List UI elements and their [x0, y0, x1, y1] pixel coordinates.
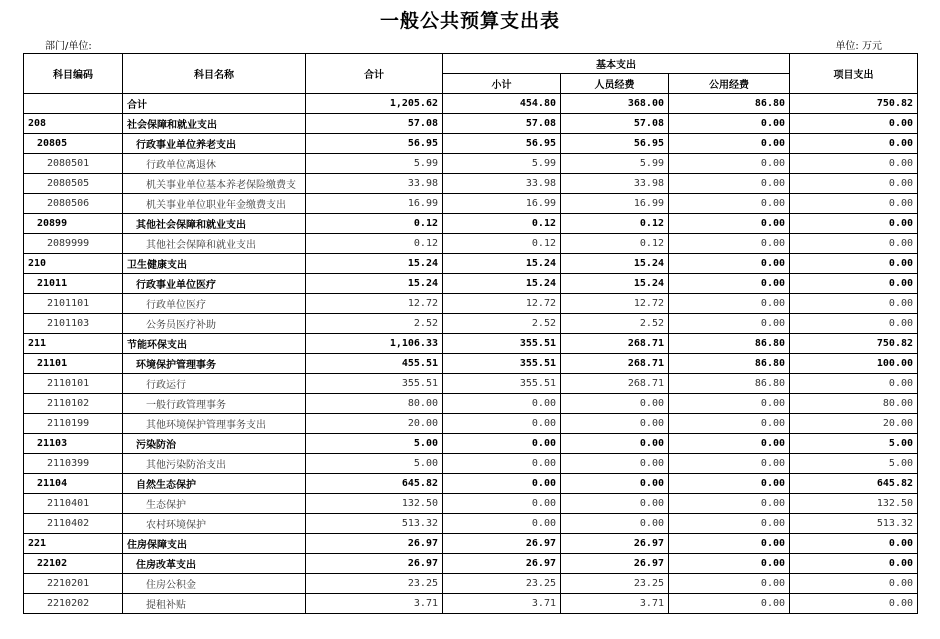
cell-project: 0.00 [790, 254, 918, 274]
cell-subtotal: 5.99 [443, 154, 561, 174]
table-row [24, 134, 918, 154]
cell-code: 21101 [24, 354, 123, 374]
cell-public: 86.80 [669, 94, 790, 114]
cell-name: 其他污染防治支出 [123, 454, 306, 474]
cell-public: 0.00 [669, 534, 790, 554]
cell-personnel: 368.00 [561, 94, 669, 114]
cell-name: 住房公积金 [123, 574, 306, 594]
cell-public: 0.00 [669, 314, 790, 334]
table-row [24, 174, 918, 194]
cell-subtotal: 0.00 [443, 454, 561, 474]
cell-public: 0.00 [669, 514, 790, 534]
cell-total: 2.52 [306, 314, 443, 334]
cell-public: 86.80 [669, 354, 790, 374]
cell-subtotal: 57.08 [443, 114, 561, 134]
cell-personnel: 0.00 [561, 454, 669, 474]
cell-code: 208 [24, 114, 123, 134]
cell-public: 0.00 [669, 134, 790, 154]
cell-name: 住房改革支出 [123, 554, 306, 574]
table-row [24, 354, 918, 374]
cell-total: 20.00 [306, 414, 443, 434]
cell-total: 355.51 [306, 374, 443, 394]
cell-name: 其他社会保障和就业支出 [123, 214, 306, 234]
cell-project: 132.50 [790, 494, 918, 514]
cell-code: 2080505 [24, 174, 123, 194]
cell-code: 2110402 [24, 514, 123, 534]
cell-personnel: 57.08 [561, 114, 669, 134]
cell-total: 513.32 [306, 514, 443, 534]
cell-personnel: 0.00 [561, 394, 669, 414]
table-row [24, 154, 918, 174]
cell-subtotal: 12.72 [443, 294, 561, 314]
cell-code: 221 [24, 534, 123, 554]
cell-total: 26.97 [306, 554, 443, 574]
cell-personnel: 15.24 [561, 274, 669, 294]
cell-name: 行政单位离退休 [123, 154, 306, 174]
cell-code: 22102 [24, 554, 123, 574]
table-row [24, 194, 918, 214]
table-row [24, 454, 918, 474]
cell-subtotal: 0.00 [443, 394, 561, 414]
cell-personnel: 56.95 [561, 134, 669, 154]
cell-total: 1,106.33 [306, 334, 443, 354]
cell-public: 0.00 [669, 594, 790, 614]
cell-total: 80.00 [306, 394, 443, 414]
cell-code: 2110401 [24, 494, 123, 514]
cell-total: 15.24 [306, 274, 443, 294]
cell-project: 80.00 [790, 394, 918, 414]
table-row [24, 254, 918, 274]
cell-code: 2110101 [24, 374, 123, 394]
cell-public: 86.80 [669, 374, 790, 394]
cell-public: 0.00 [669, 474, 790, 494]
cell-project: 0.00 [790, 314, 918, 334]
cell-project: 0.00 [790, 594, 918, 614]
cell-personnel: 0.00 [561, 514, 669, 534]
cell-total: 1,205.62 [306, 94, 443, 114]
cell-name: 节能环保支出 [123, 334, 306, 354]
cell-code: 2110102 [24, 394, 123, 414]
cell-subtotal: 26.97 [443, 554, 561, 574]
cell-total: 26.97 [306, 534, 443, 554]
cell-subtotal: 355.51 [443, 334, 561, 354]
unit-label: 单位: 万元 [835, 41, 882, 52]
cell-project: 20.00 [790, 414, 918, 434]
cell-personnel: 268.71 [561, 334, 669, 354]
table-row [24, 314, 918, 334]
cell-total: 132.50 [306, 494, 443, 514]
header-basic: 基本支出 [443, 54, 790, 74]
cell-project: 0.00 [790, 194, 918, 214]
cell-name: 一般行政管理事务 [123, 394, 306, 414]
cell-project: 750.82 [790, 334, 918, 354]
cell-total: 12.72 [306, 294, 443, 314]
cell-subtotal: 33.98 [443, 174, 561, 194]
cell-project: 0.00 [790, 274, 918, 294]
cell-name: 行政事业单位医疗 [123, 274, 306, 294]
cell-subtotal: 23.25 [443, 574, 561, 594]
cell-name: 行政事业单位养老支出 [123, 134, 306, 154]
cell-code: 2101101 [24, 294, 123, 314]
cell-project: 0.00 [790, 234, 918, 254]
cell-name: 机关事业单位职业年金缴费支出 [123, 194, 306, 214]
cell-subtotal: 0.00 [443, 514, 561, 534]
cell-name: 其他环境保护管理事务支出 [123, 414, 306, 434]
cell-name: 卫生健康支出 [123, 254, 306, 274]
cell-public: 0.00 [669, 254, 790, 274]
cell-public: 0.00 [669, 234, 790, 254]
cell-project: 513.32 [790, 514, 918, 534]
table-row [24, 494, 918, 514]
table-row [24, 294, 918, 314]
cell-project: 0.00 [790, 174, 918, 194]
cell-subtotal: 16.99 [443, 194, 561, 214]
cell-total: 33.98 [306, 174, 443, 194]
cell-name: 住房保障支出 [123, 534, 306, 554]
header-name: 科目名称 [123, 54, 306, 94]
cell-personnel: 15.24 [561, 254, 669, 274]
cell-name: 合计 [123, 94, 306, 114]
cell-project: 0.00 [790, 374, 918, 394]
cell-code: 2080506 [24, 194, 123, 214]
department-label: 部门/单位: [45, 41, 92, 52]
cell-public: 0.00 [669, 434, 790, 454]
cell-total: 57.08 [306, 114, 443, 134]
cell-subtotal: 0.00 [443, 414, 561, 434]
cell-code: 20899 [24, 214, 123, 234]
table-row [24, 394, 918, 414]
cell-total: 455.51 [306, 354, 443, 374]
cell-total: 645.82 [306, 474, 443, 494]
cell-project: 0.00 [790, 574, 918, 594]
cell-personnel: 0.00 [561, 434, 669, 454]
table-row [24, 114, 918, 134]
cell-public: 0.00 [669, 114, 790, 134]
cell-subtotal: 0.00 [443, 434, 561, 454]
header-public: 公用经费 [669, 74, 790, 94]
cell-total: 23.25 [306, 574, 443, 594]
cell-project: 645.82 [790, 474, 918, 494]
cell-personnel: 0.00 [561, 494, 669, 514]
cell-public: 0.00 [669, 454, 790, 474]
table-row [24, 334, 918, 354]
table-row [24, 374, 918, 394]
cell-name: 自然生态保护 [123, 474, 306, 494]
table-row [24, 274, 918, 294]
cell-personnel: 5.99 [561, 154, 669, 174]
cell-name: 农村环境保护 [123, 514, 306, 534]
header-code: 科目编码 [24, 54, 123, 94]
cell-public: 0.00 [669, 154, 790, 174]
cell-name: 机关事业单位基本养老保险缴费支 [123, 174, 306, 194]
cell-public: 0.00 [669, 394, 790, 414]
cell-total: 0.12 [306, 234, 443, 254]
cell-total: 5.00 [306, 454, 443, 474]
cell-code: 21011 [24, 274, 123, 294]
cell-name: 行政单位医疗 [123, 294, 306, 314]
cell-total: 56.95 [306, 134, 443, 154]
table-body [24, 94, 918, 614]
cell-code: 211 [24, 334, 123, 354]
table-row [24, 554, 918, 574]
cell-subtotal: 355.51 [443, 374, 561, 394]
table-row [24, 474, 918, 494]
cell-code: 2110399 [24, 454, 123, 474]
header-personnel: 人员经费 [561, 74, 669, 94]
header-subtotal: 小计 [443, 74, 561, 94]
cell-personnel: 26.97 [561, 554, 669, 574]
cell-subtotal: 454.80 [443, 94, 561, 114]
cell-personnel: 268.71 [561, 374, 669, 394]
table-row [24, 514, 918, 534]
cell-name: 提租补贴 [123, 594, 306, 614]
cell-code [24, 94, 123, 114]
cell-name: 其他社会保障和就业支出 [123, 234, 306, 254]
cell-subtotal: 56.95 [443, 134, 561, 154]
cell-subtotal: 2.52 [443, 314, 561, 334]
cell-code: 2101103 [24, 314, 123, 334]
cell-name: 生态保护 [123, 494, 306, 514]
page-title: 一般公共预算支出表 [379, 10, 560, 32]
table-row [24, 534, 918, 554]
cell-project: 0.00 [790, 554, 918, 574]
cell-name: 社会保障和就业支出 [123, 114, 306, 134]
cell-name: 公务员医疗补助 [123, 314, 306, 334]
cell-project: 0.00 [790, 154, 918, 174]
cell-total: 5.00 [306, 434, 443, 454]
cell-code: 2110199 [24, 414, 123, 434]
cell-subtotal: 26.97 [443, 534, 561, 554]
cell-project: 0.00 [790, 294, 918, 314]
cell-name: 环境保护管理事务 [123, 354, 306, 374]
cell-code: 2210202 [24, 594, 123, 614]
cell-code: 20805 [24, 134, 123, 154]
cell-project: 5.00 [790, 454, 918, 474]
cell-total: 5.99 [306, 154, 443, 174]
cell-project: 5.00 [790, 434, 918, 454]
cell-total: 0.12 [306, 214, 443, 234]
table-row [24, 414, 918, 434]
cell-public: 0.00 [669, 554, 790, 574]
cell-total: 15.24 [306, 254, 443, 274]
table-row [24, 234, 918, 254]
cell-project: 0.00 [790, 134, 918, 154]
cell-subtotal: 15.24 [443, 274, 561, 294]
cell-personnel: 23.25 [561, 574, 669, 594]
cell-personnel: 33.98 [561, 174, 669, 194]
cell-personnel: 26.97 [561, 534, 669, 554]
cell-subtotal: 0.00 [443, 474, 561, 494]
cell-code: 21103 [24, 434, 123, 454]
cell-personnel: 0.12 [561, 234, 669, 254]
cell-personnel: 268.71 [561, 354, 669, 374]
cell-total: 3.71 [306, 594, 443, 614]
cell-project: 0.00 [790, 114, 918, 134]
cell-personnel: 16.99 [561, 194, 669, 214]
cell-subtotal: 3.71 [443, 594, 561, 614]
cell-public: 0.00 [669, 414, 790, 434]
cell-code: 21104 [24, 474, 123, 494]
cell-public: 86.80 [669, 334, 790, 354]
cell-code: 210 [24, 254, 123, 274]
cell-project: 0.00 [790, 214, 918, 234]
cell-personnel: 3.71 [561, 594, 669, 614]
cell-code: 2089999 [24, 234, 123, 254]
cell-project: 100.00 [790, 354, 918, 374]
cell-public: 0.00 [669, 494, 790, 514]
budget-table [23, 53, 918, 614]
cell-subtotal: 15.24 [443, 254, 561, 274]
cell-project: 750.82 [790, 94, 918, 114]
table-row [24, 434, 918, 454]
cell-subtotal: 0.12 [443, 214, 561, 234]
cell-personnel: 12.72 [561, 294, 669, 314]
cell-code: 2080501 [24, 154, 123, 174]
cell-public: 0.00 [669, 174, 790, 194]
table-row [24, 574, 918, 594]
cell-public: 0.00 [669, 274, 790, 294]
table-row [24, 94, 918, 114]
cell-personnel: 0.00 [561, 474, 669, 494]
cell-personnel: 0.00 [561, 414, 669, 434]
cell-code: 2210201 [24, 574, 123, 594]
cell-public: 0.00 [669, 194, 790, 214]
cell-subtotal: 355.51 [443, 354, 561, 374]
cell-public: 0.00 [669, 574, 790, 594]
header-project: 项目支出 [790, 54, 918, 94]
cell-name: 行政运行 [123, 374, 306, 394]
cell-subtotal: 0.00 [443, 494, 561, 514]
cell-total: 16.99 [306, 194, 443, 214]
cell-name: 污染防治 [123, 434, 306, 454]
cell-personnel: 0.12 [561, 214, 669, 234]
table-row [24, 594, 918, 614]
cell-personnel: 2.52 [561, 314, 669, 334]
cell-public: 0.00 [669, 294, 790, 314]
table-row [24, 214, 918, 234]
cell-subtotal: 0.12 [443, 234, 561, 254]
cell-public: 0.00 [669, 214, 790, 234]
header-total: 合计 [306, 54, 443, 94]
cell-project: 0.00 [790, 534, 918, 554]
